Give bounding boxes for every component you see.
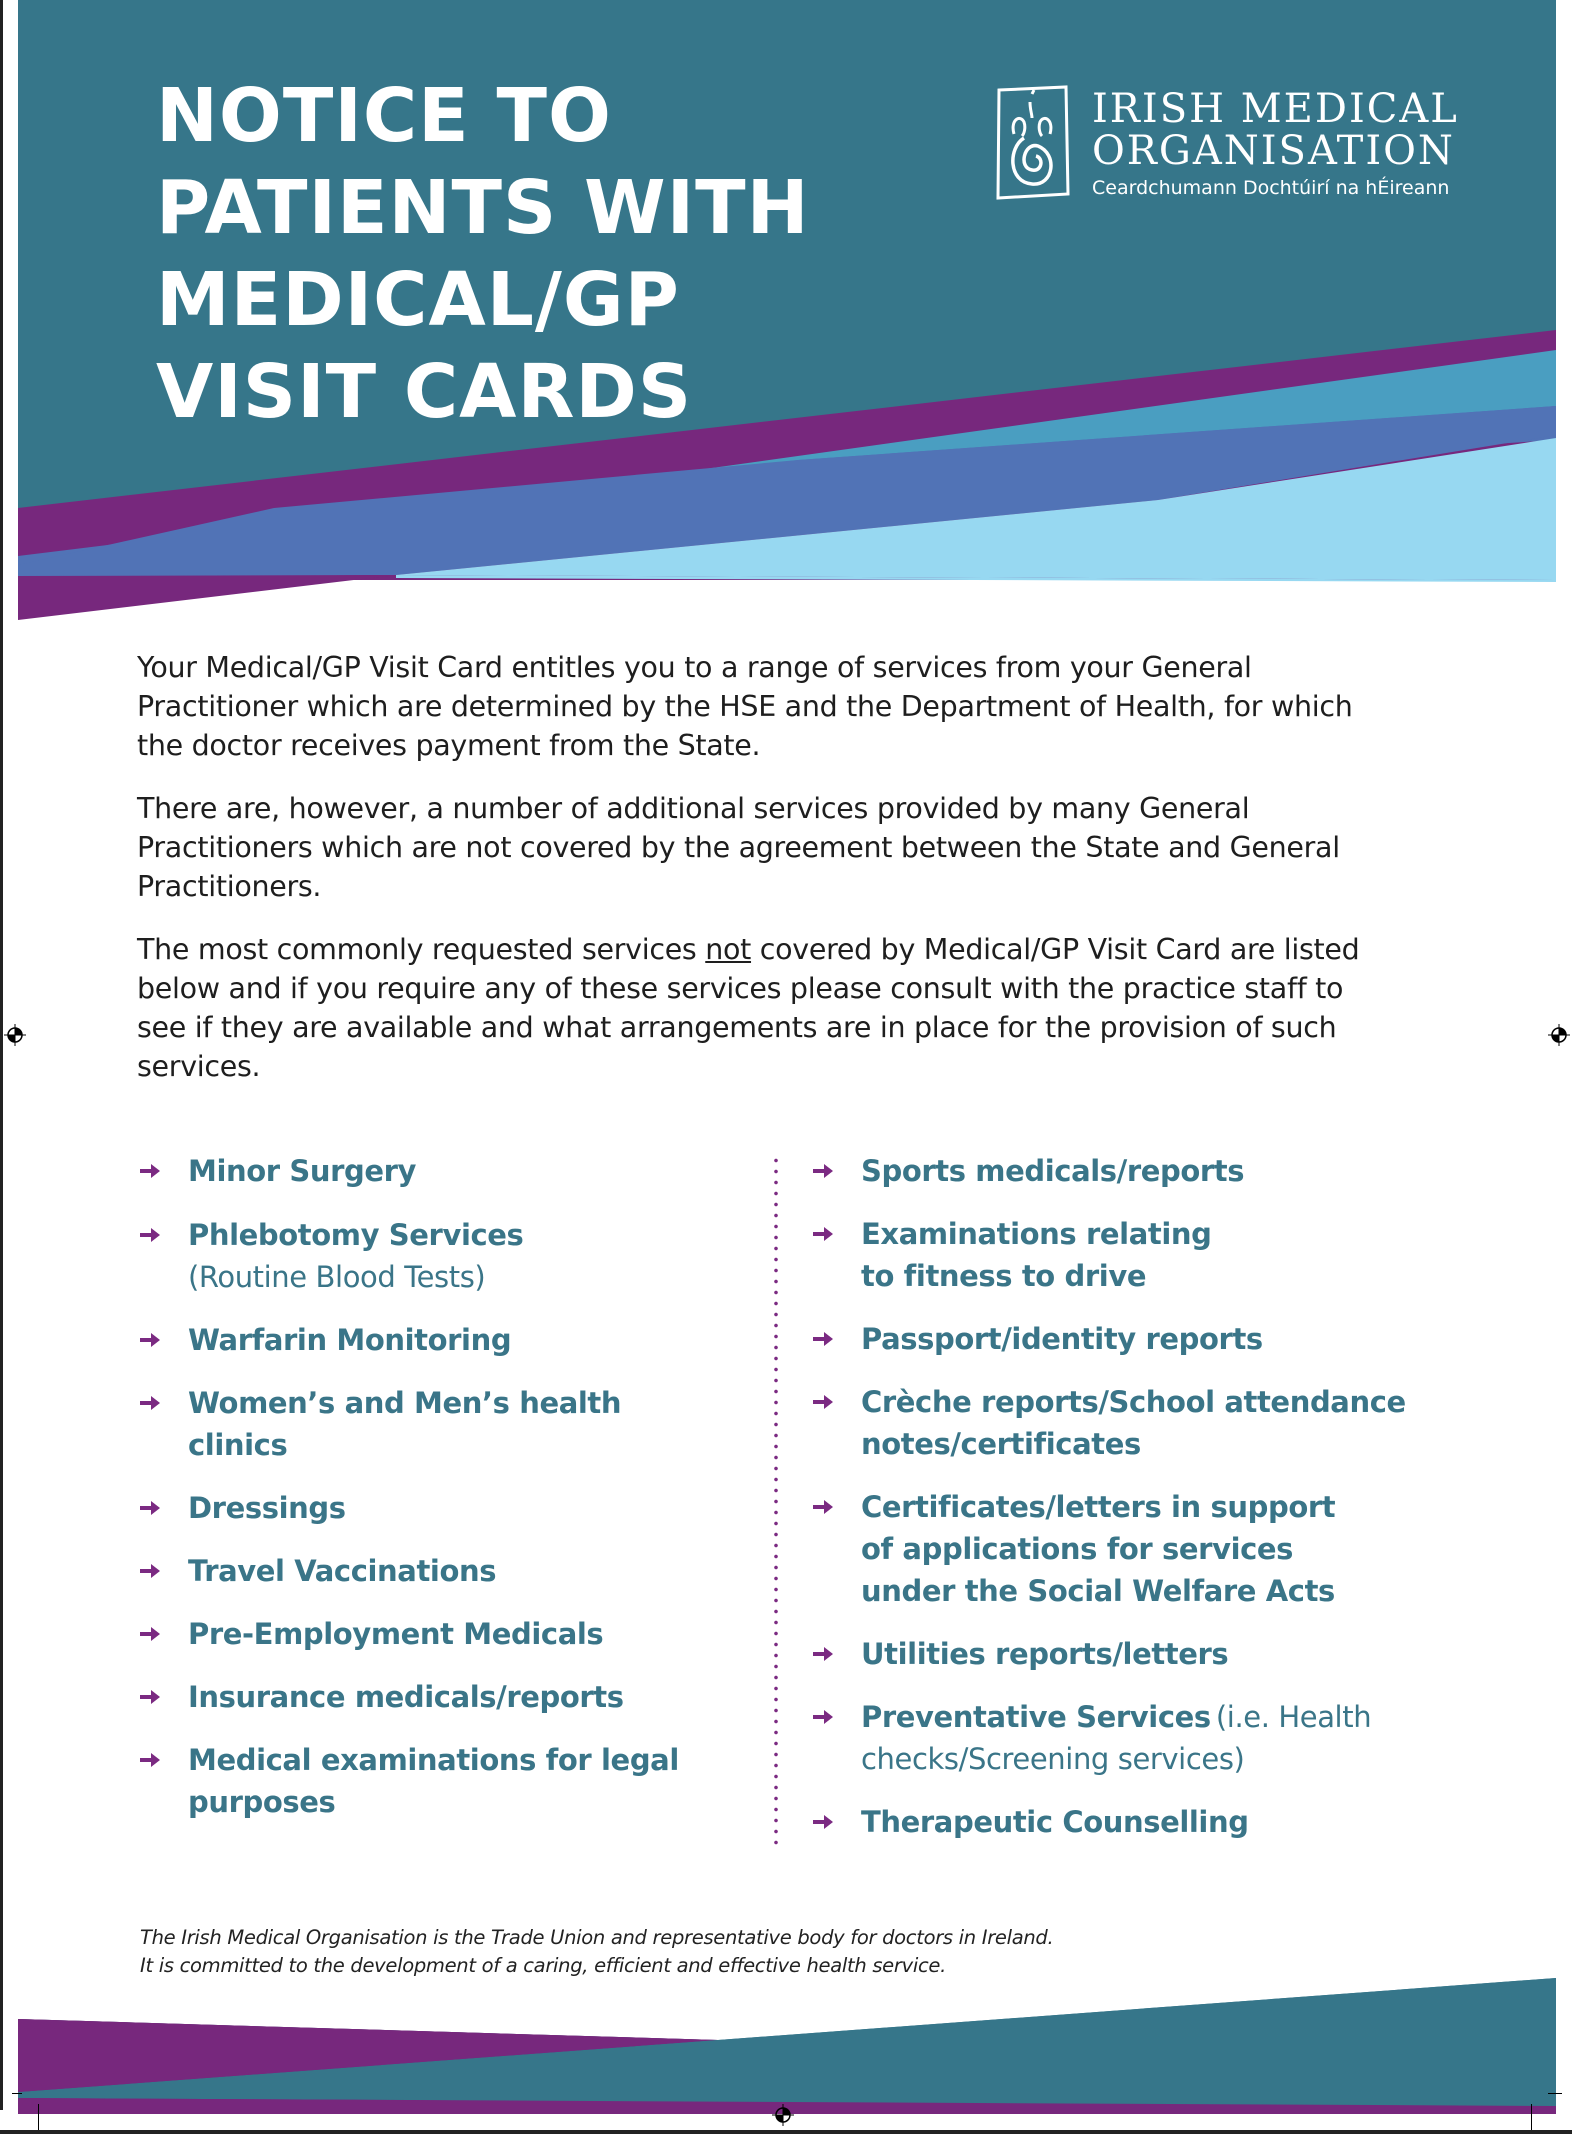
- crop-mark: [12, 2093, 22, 2094]
- header-banner: [18, 0, 1556, 620]
- intro-paragraph-2: There are, however, a number of additional services provided by many General Practitioners which are not covered by the agreement between the State and General Practitioners.: [137, 792, 1340, 903]
- page-title: [156, 70, 810, 438]
- arrow-right-icon: [140, 1396, 160, 1410]
- footnote-line: The Irish Medical Organisation is the Trade Union and representative body for doctors in Ireland.: [140, 1926, 1054, 1949]
- arrow-right-icon: [140, 1690, 160, 1704]
- service-name: Warfarin Monitoring: [188, 1323, 512, 1357]
- arrow-right-icon: [813, 1332, 833, 1346]
- services-not-covered: [0, 1150, 1572, 1850]
- crop-mark: [38, 2104, 39, 2130]
- page-bottom-edge: [0, 2130, 1572, 2134]
- logo-name-line2: ORGANISATION: [1092, 128, 1455, 174]
- arrow-right-icon: [140, 1333, 160, 1347]
- logo-irish-name: Ceardchumann Dochtúirí na hÉireann: [1092, 177, 1450, 199]
- arrow-right-icon: [140, 1228, 160, 1242]
- list-item: [813, 1696, 1413, 1780]
- intro-text: [137, 648, 1377, 1110]
- service-name: Insurance medicals/reports: [188, 1680, 624, 1714]
- list-item: [140, 1487, 740, 1529]
- list-item: [140, 1676, 740, 1718]
- arrow-right-icon: [813, 1815, 833, 1829]
- service-name: Utilities reports/letters: [861, 1637, 1229, 1671]
- arrow-right-icon: [813, 1395, 833, 1409]
- title-line: NOTICE TO: [156, 73, 612, 159]
- list-item: [813, 1633, 1473, 1675]
- title-line: MEDICAL/GP: [156, 257, 680, 343]
- crop-mark: [1548, 2093, 1562, 2094]
- list-item: [813, 1381, 1473, 1465]
- list-item: [140, 1214, 740, 1298]
- arrow-right-icon: [140, 1164, 160, 1178]
- footnote-line: It is committed to the development of a caring, efficient and effective health service.: [140, 1954, 946, 1977]
- service-detail: (Routine Blood Tests): [188, 1260, 486, 1294]
- crop-mark: [1531, 2104, 1532, 2130]
- intro-paragraph-3: [137, 930, 1377, 1086]
- list-item: [140, 1319, 740, 1361]
- list-item: [140, 1382, 660, 1466]
- arrow-right-icon: [140, 1627, 160, 1641]
- intro-p3-text: The most commonly requested services: [137, 933, 706, 966]
- service-name: Minor Surgery: [188, 1154, 417, 1188]
- arrow-right-icon: [813, 1500, 833, 1514]
- service-name: Passport/identity reports: [861, 1322, 1263, 1356]
- registration-mark-icon: [772, 2104, 794, 2126]
- arrow-right-icon: [813, 1227, 833, 1241]
- arrow-right-icon: [813, 1164, 833, 1178]
- service-name: Women’s and Men’s health clinics: [188, 1386, 622, 1462]
- service-name: Sports medicals/reports: [861, 1154, 1245, 1188]
- service-name: Examinations relating to fitness to drive: [861, 1217, 1212, 1293]
- service-name: Pre-Employment Medicals: [188, 1617, 604, 1651]
- service-name: Phlebotomy Services: [188, 1218, 524, 1252]
- logo-name-line1: IRISH MEDICAL: [1092, 86, 1459, 132]
- list-item: [813, 1801, 1473, 1843]
- intro-paragraph-1: Your Medical/GP Visit Card entitles you to a range of services from your General Practitioner which are determined by the HSE and the Department of Health, for which the doctor receives payment from the State.: [137, 651, 1353, 762]
- title-line: VISIT CARDS: [156, 349, 693, 435]
- arrow-right-icon: [140, 1564, 160, 1578]
- arrow-right-icon: [140, 1501, 160, 1515]
- service-name: Therapeutic Counselling: [861, 1805, 1249, 1839]
- imo-spiral-logo-icon: [994, 82, 1072, 202]
- services-column-left: [140, 1150, 740, 1844]
- service-name: Travel Vaccinations: [188, 1554, 497, 1588]
- title-line: PATIENTS WITH: [156, 165, 810, 251]
- service-name: Certificates/letters in support of applications for services under the Social Welfare Acts: [861, 1490, 1336, 1608]
- footnote: [140, 1924, 1240, 1980]
- arrow-right-icon: [813, 1647, 833, 1661]
- arrow-right-icon: [813, 1710, 833, 1724]
- imo-logo: [994, 82, 1459, 202]
- list-item: [140, 1739, 720, 1823]
- registration-mark-icon: [4, 1024, 26, 1046]
- list-item: [813, 1318, 1473, 1360]
- service-name: Crèche reports/School attendance notes/certificates: [861, 1385, 1406, 1461]
- arrow-right-icon: [140, 1753, 160, 1767]
- list-item: [140, 1150, 740, 1192]
- list-item: [140, 1550, 740, 1592]
- services-column-right: [813, 1150, 1473, 1864]
- intro-p3-text: covered by Medical/GP Visit Card are listed below and if you require any of these services please consult with the practice staff to see if they are available and what arrangements are in place for the provision of such services.: [137, 933, 1360, 1083]
- service-detail: (i.e. Health checks/Screening services): [861, 1700, 1372, 1776]
- registration-mark-icon: [1548, 1024, 1570, 1046]
- service-name: Medical examinations for legal purposes: [188, 1743, 679, 1819]
- list-item: [813, 1150, 1473, 1192]
- service-name: Preventative Services: [861, 1700, 1211, 1734]
- list-item: [813, 1486, 1373, 1612]
- intro-p3-emphasis: not: [705, 933, 752, 966]
- list-item: [140, 1613, 740, 1655]
- service-name: Dressings: [188, 1491, 346, 1525]
- list-item: [813, 1213, 1233, 1297]
